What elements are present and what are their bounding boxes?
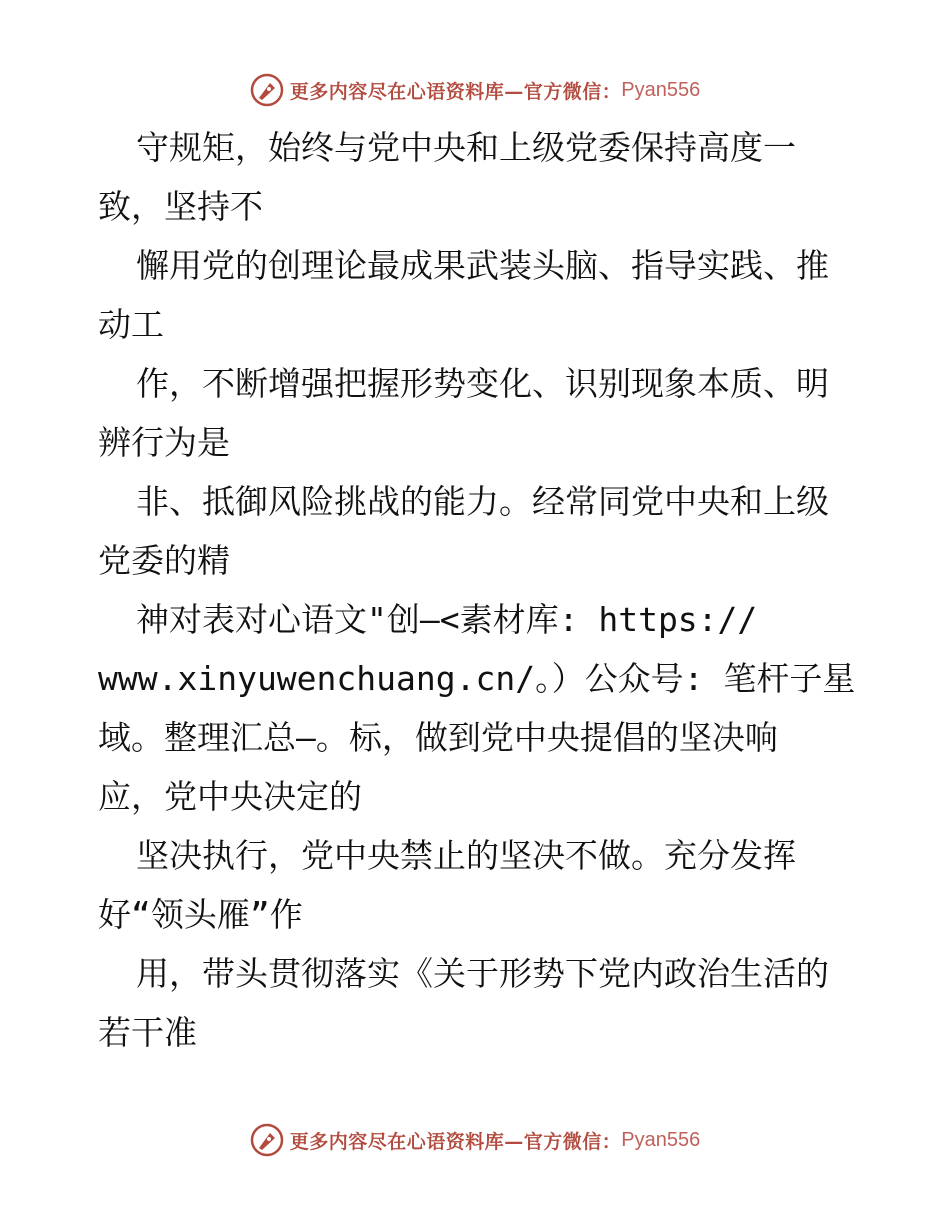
body-line: 应，党中央决定的 — [98, 777, 362, 816]
body-line: 作，不断增强把握形势变化、识别现象本质、明 — [136, 364, 829, 403]
body-line: www.xinyuwenchuang.cn/。）公众号: 笔杆子星 — [98, 659, 856, 698]
body-line: 辨行为是 — [98, 423, 230, 462]
body-line: 致，坚持不 — [98, 187, 263, 226]
body-line: 懈用党的创理论最成果武装头脑、指导实践、推 — [136, 246, 829, 285]
body-line: 神对表对心语文"创—<素材库: https:// — [136, 600, 758, 639]
pen-nib-logo-icon — [250, 73, 284, 107]
body-line: 用，带头贯彻落实《关于形势下党内政治生活的 — [136, 954, 829, 993]
body-line: 动工 — [98, 305, 164, 344]
footer-watermark-banner — [0, 1120, 950, 1160]
body-line: 非、抵御风险挑战的能力。经常同党中央和上级 — [136, 482, 829, 521]
body-line: 党委的精 — [98, 541, 230, 580]
body-line: 好“领头雁”作 — [98, 895, 303, 934]
body-line: 坚决执行，党中央禁止的坚决不做。充分发挥 — [136, 836, 796, 875]
body-line: 域。整理汇总—。标，做到党中央提倡的坚决响 — [98, 718, 778, 757]
document-body — [98, 118, 858, 1062]
body-line: 若干准 — [98, 1013, 197, 1052]
header-banner-id: Pyan556 — [621, 78, 701, 101]
footer-banner-text: 更多内容尽在心语资料库—官方微信： — [289, 1130, 622, 1153]
body-line: 守规矩，始终与党中央和上级党委保持高度一 — [136, 128, 796, 167]
header-watermark-banner — [0, 70, 950, 110]
pen-nib-logo-icon — [250, 1123, 284, 1157]
header-banner-text: 更多内容尽在心语资料库—官方微信： — [289, 80, 622, 103]
footer-banner-id: Pyan556 — [621, 1128, 701, 1151]
